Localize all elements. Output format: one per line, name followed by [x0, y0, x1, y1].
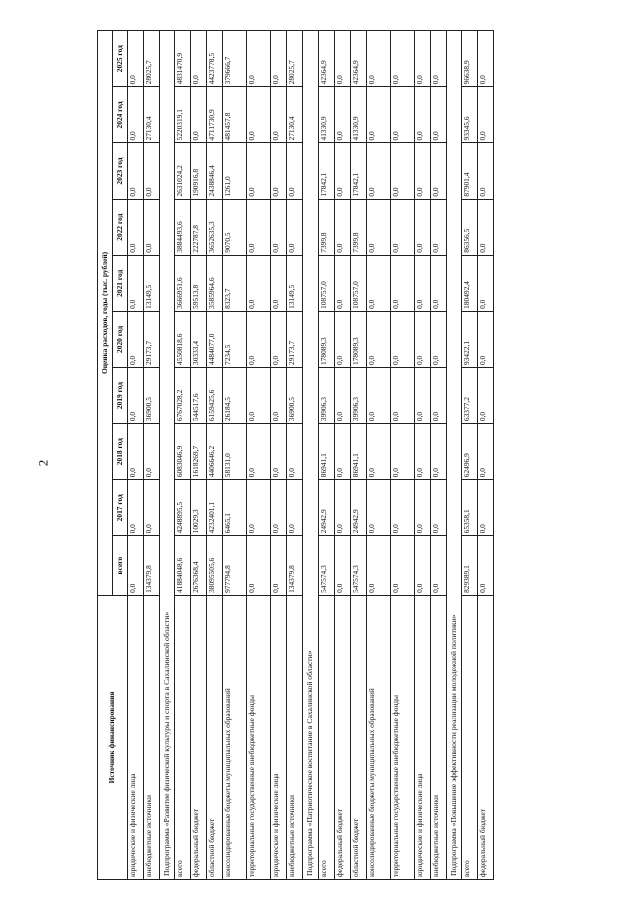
table-row [144, 31, 160, 880]
value-cell: 547574,3 [318, 536, 334, 596]
value-cell: 3666951,6 [175, 255, 191, 311]
source-label-cell: юридические и физические лица [128, 595, 144, 879]
value-cell: 62496,9 [462, 424, 478, 480]
value-cell: 38095505,6 [207, 536, 223, 596]
value-cell: 29173,7 [287, 311, 303, 367]
table-row [207, 31, 223, 880]
table-row [366, 31, 390, 880]
value-cell: 0,0 [430, 199, 446, 255]
value-cell: 2438846,4 [207, 143, 223, 199]
value-cell: 86356,5 [462, 199, 478, 255]
value-cell: 24942,9 [350, 480, 366, 536]
table-row [350, 31, 366, 880]
table-row [334, 31, 350, 880]
table-row [390, 31, 414, 880]
value-cell: 27130,4 [287, 87, 303, 143]
table-row [191, 31, 207, 880]
value-cell: 829389,1 [462, 536, 478, 596]
value-cell: 36900,5 [144, 367, 160, 423]
value-cell: 3652635,3 [207, 199, 223, 255]
value-cell: 93345,6 [462, 87, 478, 143]
value-cell: 0,0 [271, 87, 287, 143]
value-cell: 42364,9 [350, 31, 366, 87]
value-cell: 2631024,2 [175, 143, 191, 199]
value-cell: 222787,8 [191, 199, 207, 255]
value-cell: 0,0 [430, 143, 446, 199]
value-cell: 0,0 [478, 255, 494, 311]
value-cell: 28025,7 [144, 31, 160, 87]
value-cell: 65358,1 [462, 480, 478, 536]
value-cell: 7399,8 [318, 199, 334, 255]
value-cell: 4423778,5 [207, 31, 223, 87]
value-cell: 0,0 [144, 199, 160, 255]
value-cell: 39906,3 [350, 367, 366, 423]
value-cell: 134379,8 [144, 536, 160, 596]
value-cell: 42364,9 [318, 31, 334, 87]
year-header-cell: 2018 год [113, 424, 128, 480]
value-cell: 0,0 [334, 143, 350, 199]
value-cell: 0,0 [247, 31, 271, 87]
source-label-cell: внебюджетные источники [287, 595, 303, 879]
value-cell: 0,0 [128, 255, 144, 311]
value-cell: 24942,9 [318, 480, 334, 536]
table-row [247, 31, 271, 880]
value-cell: 0,0 [414, 143, 430, 199]
value-cell: 0,0 [334, 424, 350, 480]
value-cell: 0,0 [430, 536, 446, 596]
value-cell: 0,0 [271, 199, 287, 255]
value-cell: 0,0 [287, 143, 303, 199]
source-label-cell: областной бюджет [350, 595, 366, 879]
table-row [271, 31, 287, 880]
value-cell: 0,0 [366, 367, 390, 423]
value-cell: 0,0 [390, 480, 414, 536]
value-cell: 6159425,6 [207, 367, 223, 423]
value-cell: 0,0 [144, 424, 160, 480]
value-cell: 0,0 [334, 536, 350, 596]
value-cell: 0,0 [390, 143, 414, 199]
value-cell: 6465,1 [223, 480, 247, 536]
value-cell: 0,0 [390, 31, 414, 87]
value-cell: 7234,5 [223, 311, 247, 367]
source-label-cell: юридические и физические лица [414, 595, 430, 879]
value-cell: 0,0 [128, 311, 144, 367]
value-cell: 0,0 [430, 367, 446, 423]
value-cell: 0,0 [430, 87, 446, 143]
value-cell: 58131,0 [223, 424, 247, 480]
value-cell: 30333,4 [191, 311, 207, 367]
value-cell: 481457,8 [223, 87, 247, 143]
value-cell: 0,0 [478, 311, 494, 367]
rotated-table-container [97, 30, 617, 880]
value-cell: 17842,1 [350, 143, 366, 199]
value-cell: 27130,4 [144, 87, 160, 143]
value-cell: 379666,7 [223, 31, 247, 87]
source-label-cell: всего [318, 595, 334, 879]
value-cell: 3585964,6 [207, 255, 223, 311]
value-cell: 0,0 [478, 87, 494, 143]
value-cell: 39906,3 [318, 367, 334, 423]
value-cell: 0,0 [247, 311, 271, 367]
value-cell: 178089,3 [318, 311, 334, 367]
subprogram-row [303, 31, 318, 880]
value-cell: 0,0 [366, 255, 390, 311]
value-cell: 0,0 [128, 424, 144, 480]
value-cell: 0,0 [247, 255, 271, 311]
year-header-cell: 2021 год [113, 255, 128, 311]
value-cell: 0,0 [334, 480, 350, 536]
value-cell: 1261,0 [223, 143, 247, 199]
value-cell: 4711730,9 [207, 87, 223, 143]
value-cell: 0,0 [271, 536, 287, 596]
value-cell: 0,0 [191, 87, 207, 143]
value-cell: 0,0 [271, 255, 287, 311]
value-cell: 0,0 [247, 480, 271, 536]
value-cell: 0,0 [128, 31, 144, 87]
value-cell: 63377,2 [462, 367, 478, 423]
value-cell: 190916,8 [191, 143, 207, 199]
table-row [223, 31, 247, 880]
value-cell: 0,0 [366, 480, 390, 536]
value-cell: 4831470,9 [175, 31, 191, 87]
value-cell: 0,0 [390, 367, 414, 423]
value-cell: 0,0 [414, 480, 430, 536]
value-cell: 59513,8 [191, 255, 207, 311]
value-cell: 0,0 [144, 480, 160, 536]
value-cell: 0,0 [414, 424, 430, 480]
value-cell: 0,0 [430, 31, 446, 87]
value-cell: 96638,9 [462, 31, 478, 87]
value-cell: 0,0 [478, 143, 494, 199]
value-cell: 0,0 [128, 143, 144, 199]
value-cell: 0,0 [287, 424, 303, 480]
value-cell: 0,0 [390, 424, 414, 480]
table-row [287, 31, 303, 880]
source-label-cell: территориальные государственные внебюджетные фонды [247, 595, 271, 879]
value-cell: 87901,4 [462, 143, 478, 199]
value-cell: 0,0 [271, 367, 287, 423]
value-cell: 0,0 [430, 255, 446, 311]
value-cell: 0,0 [414, 255, 430, 311]
value-cell: 0,0 [334, 311, 350, 367]
value-cell: 6083046,9 [175, 424, 191, 480]
subprogram-title: Подпрограмма «Развитие физической культуры и спорта в Сахалинской области» [160, 31, 175, 880]
value-cell: 0,0 [478, 31, 494, 87]
value-cell: 0,0 [128, 199, 144, 255]
value-cell: 0,0 [271, 424, 287, 480]
value-cell: 13149,5 [144, 255, 160, 311]
value-cell: 0,0 [366, 424, 390, 480]
year-header-cell: 2022 год [113, 199, 128, 255]
value-cell: 4406646,2 [207, 424, 223, 480]
value-cell: 7399,8 [350, 199, 366, 255]
value-cell: 0,0 [366, 199, 390, 255]
year-header-cell: 2025 год [113, 31, 128, 87]
subprogram-row [160, 31, 175, 880]
value-cell: 180492,4 [462, 255, 478, 311]
value-cell: 0,0 [247, 424, 271, 480]
value-cell: 9070,5 [223, 199, 247, 255]
value-cell: 1618269,7 [191, 424, 207, 480]
source-label-cell: внебюджетные источники [144, 595, 160, 879]
value-cell: 6767028,2 [175, 367, 191, 423]
source-label-cell: юридические и физические лица [271, 595, 287, 879]
value-cell: 0,0 [247, 199, 271, 255]
value-cell: 178089,3 [350, 311, 366, 367]
value-cell: 0,0 [334, 87, 350, 143]
value-cell: 0,0 [144, 143, 160, 199]
value-cell: 86941,1 [350, 424, 366, 480]
value-cell: 3884493,6 [175, 199, 191, 255]
value-cell: 0,0 [271, 31, 287, 87]
value-cell: 13149,5 [287, 255, 303, 311]
value-cell: 0,0 [414, 199, 430, 255]
value-cell: 4232401,1 [207, 480, 223, 536]
source-label-cell: консолидированные бюджеты муниципальных образований [366, 595, 390, 879]
table-row [414, 31, 430, 880]
table-row [318, 31, 334, 880]
value-cell: 36900,5 [287, 367, 303, 423]
value-cell: 0,0 [271, 311, 287, 367]
table-row [430, 31, 446, 880]
source-label-cell: федеральный бюджет [334, 595, 350, 879]
table-body [128, 31, 494, 880]
value-cell: 0,0 [430, 480, 446, 536]
value-cell: 5220319,1 [175, 87, 191, 143]
value-cell: 0,0 [366, 536, 390, 596]
table-row [478, 31, 494, 880]
value-cell: 0,0 [287, 480, 303, 536]
value-cell: 0,0 [247, 87, 271, 143]
page-number: 2 [35, 459, 51, 467]
value-cell: 0,0 [430, 311, 446, 367]
value-cell: 41330,9 [350, 87, 366, 143]
year-header-cell: 2023 год [113, 143, 128, 199]
value-cell: 0,0 [366, 311, 390, 367]
year-header-cell: 2024 год [113, 87, 128, 143]
table-row [462, 31, 478, 880]
value-cell: 0,0 [390, 536, 414, 596]
source-label-cell: всего [175, 595, 191, 879]
subprogram-row [446, 31, 461, 880]
value-cell: 547574,3 [350, 536, 366, 596]
value-cell: 0,0 [366, 143, 390, 199]
value-cell: 0,0 [247, 367, 271, 423]
source-label-cell: федеральный бюджет [478, 595, 494, 879]
value-cell: 28025,7 [287, 31, 303, 87]
subprogram-title: Подпрограмма «Повышение эффективности реализации молодежной политики» [446, 31, 461, 880]
value-cell: 41330,9 [318, 87, 334, 143]
value-cell: 0,0 [478, 480, 494, 536]
value-cell: 41884048,6 [175, 536, 191, 596]
value-cell: 0,0 [128, 480, 144, 536]
value-cell: 134379,8 [287, 536, 303, 596]
value-cell: 0,0 [247, 143, 271, 199]
year-header-cell: всего [113, 536, 128, 596]
subprogram-title: Подпрограмма «Патриотическое воспитание в Сахалинской области» [303, 31, 318, 880]
value-cell: 0,0 [128, 367, 144, 423]
value-cell: 0,0 [334, 255, 350, 311]
source-label-cell: федеральный бюджет [191, 595, 207, 879]
value-cell: 0,0 [191, 31, 207, 87]
year-header-cell: 2019 год [113, 367, 128, 423]
source-header: Источник финансирования [98, 595, 128, 879]
value-cell: 8323,7 [223, 255, 247, 311]
value-cell: 93422,1 [462, 311, 478, 367]
source-label-cell: областной бюджет [207, 595, 223, 879]
value-cell: 4550818,6 [175, 311, 191, 367]
value-cell: 544517,6 [191, 367, 207, 423]
value-cell: 4484077,0 [207, 311, 223, 367]
value-cell: 0,0 [334, 199, 350, 255]
value-cell: 0,0 [287, 199, 303, 255]
value-cell: 0,0 [390, 255, 414, 311]
value-cell: 0,0 [334, 367, 350, 423]
expenditure-table [97, 30, 494, 880]
value-cell: 26184,5 [223, 367, 247, 423]
value-cell: 0,0 [478, 536, 494, 596]
source-label-cell: территориальные государственные внебюджетные фонды [390, 595, 414, 879]
value-cell: 0,0 [478, 367, 494, 423]
value-cell: 0,0 [334, 31, 350, 87]
value-cell: 17842,1 [318, 143, 334, 199]
value-cell: 0,0 [390, 87, 414, 143]
value-cell: 0,0 [414, 367, 430, 423]
value-cell: 86941,1 [318, 424, 334, 480]
source-label-cell: всего [462, 595, 478, 879]
year-header-cell: 2020 год [113, 311, 128, 367]
source-label-cell: внебюджетные источники [430, 595, 446, 879]
value-cell: 0,0 [430, 424, 446, 480]
group-header: Оценка расходов, годы (тыс. рублей) [98, 31, 113, 596]
value-cell: 0,0 [390, 199, 414, 255]
value-cell: 0,0 [366, 87, 390, 143]
value-cell: 0,0 [271, 143, 287, 199]
value-cell: 0,0 [128, 536, 144, 596]
value-cell: 4248895,5 [175, 480, 191, 536]
value-cell: 0,0 [414, 311, 430, 367]
table-row [128, 31, 144, 880]
value-cell: 0,0 [478, 424, 494, 480]
value-cell: 0,0 [128, 87, 144, 143]
value-cell: 10029,3 [191, 480, 207, 536]
value-cell: 0,0 [478, 199, 494, 255]
value-cell: 0,0 [414, 87, 430, 143]
table-row [175, 31, 191, 880]
value-cell: 0,0 [390, 311, 414, 367]
value-cell: 0,0 [414, 31, 430, 87]
value-cell: 108757,0 [318, 255, 334, 311]
source-label-cell: консолидированные бюджеты муниципальных образований [223, 595, 247, 879]
value-cell: 0,0 [414, 536, 430, 596]
year-header-cell: 2017 год [113, 480, 128, 536]
value-cell: 0,0 [366, 31, 390, 87]
value-cell: 0,0 [247, 536, 271, 596]
value-cell: 977794,8 [223, 536, 247, 596]
value-cell: 108757,0 [350, 255, 366, 311]
value-cell: 2676368,4 [191, 536, 207, 596]
value-cell: 29173,7 [144, 311, 160, 367]
value-cell: 0,0 [271, 480, 287, 536]
